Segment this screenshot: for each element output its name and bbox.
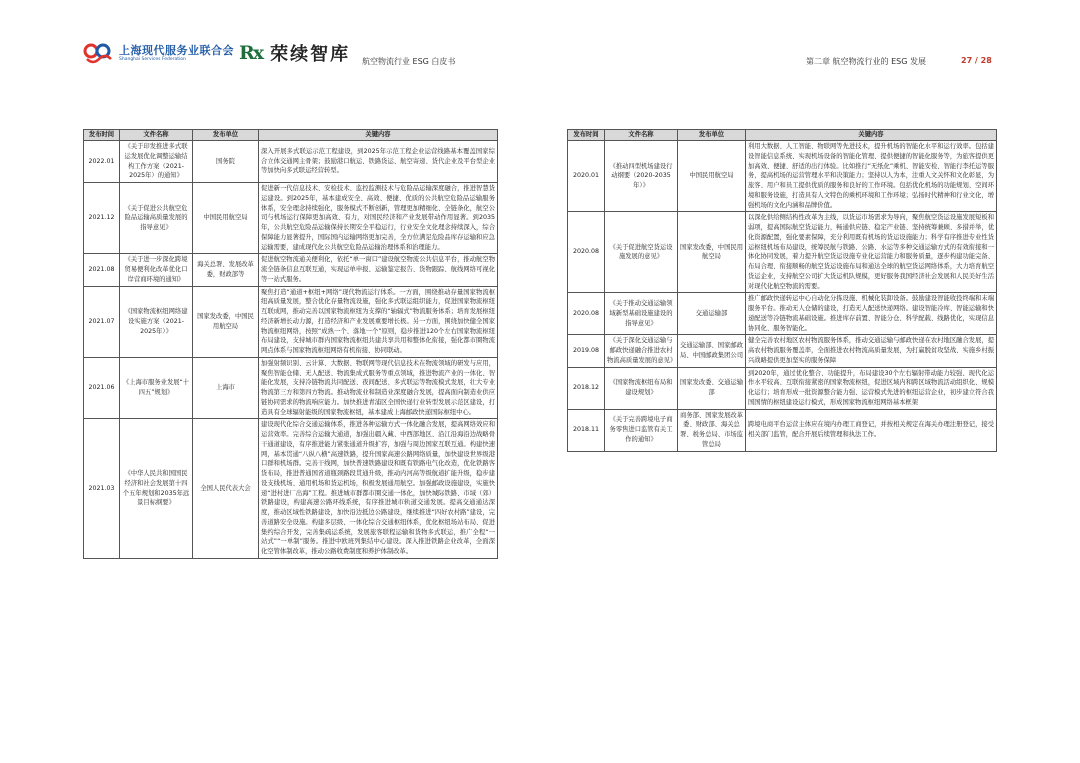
column-header-name: 文件名称	[120, 130, 193, 141]
cell-issuer: 中国民用航空局	[678, 141, 746, 212]
cell-date: 2018.12	[568, 367, 605, 409]
table-header-row	[568, 130, 997, 141]
cell-key-content: 聚焦打造“通道+枢纽+网络”现代物流运行体系。一方面，围绕推动存量国家物流枢纽高质量发展，整合优化存量物流设施，强化多式联运组织能力，促进国家物流枢纽互联成网，推动完善以国家物流枢纽为支撑的“轴辐式”物流服务体系；培育发展枢纽经济新增长动力源，打造经济和产业发展重要增长极。另一方面，围绕加快健全国家物流枢纽网络，按照“成熟一个、落地一个”原则，稳步推进120个左右国家物流枢纽布局建设，支持城市群内国家物流枢纽共建共享共用和整体化衔接，强化都市圈物流网点体系与国家物流枢纽网络有机衔接、协同联动。	[259, 286, 498, 357]
column-header-issuer: 发布单位	[678, 130, 746, 141]
cell-key-content: 深入开展多式联运示范工程建设，到2025年示范工程企业运营线路基本覆盖国家综合立体交通网主骨架；鼓励港口航运、铁路货运、航空寄递、货代企业及平台型企业等加快向多式联运经营转型。	[259, 141, 498, 183]
cell-document-name: 《推动四型机场建设行动纲要（2020-2035年）》	[605, 141, 678, 212]
cell-date: 2020.01	[568, 141, 605, 212]
policy-table-left	[83, 129, 498, 559]
cell-key-content: 利用大数据、人工智能、物联网等先进技术，提升机场的智能化水平和运行效率。包括建设智能信息系统、实现机场设备的智能化管理、提供便捷的智能化服务等，为旅客提供更加高效、便捷、舒适的出行体验。比如推行“无纸化”乘机、智能安检、智能行李托运等服务，提高机场的运营管理水平和决策能力；坚持以人为本，注重人文关怀和文化彰显，为旅客、用户和员工提供优质的服务和良好的工作环境。包括优化机场的功能规划、空间环境和服务设施，打造具有人文特色的乘机环境和工作环境；弘扬时代精神和行业文化，增强机场的文化内涵和品牌价值。	[746, 141, 997, 212]
cell-key-content: 促进航空物流通关便利化，依托“单一窗口”建设航空物流公共信息平台，推动航空物流全链条信息互联互通，实现运单申报、运输鉴定报告、货物跟踪、航线网络可视化等一站式服务。	[259, 254, 498, 286]
cell-document-name: 《关于推动交通运输领域新型基础设施建设的指导意见》	[605, 293, 678, 335]
table-row	[568, 367, 997, 409]
cell-document-name: 《关于深化交通运输与邮政快递融合推进农村物流高质量发展的意见》	[605, 335, 678, 367]
page-header	[0, 0, 1080, 80]
brand-name: 荣续智库	[270, 44, 351, 65]
table-row	[84, 357, 498, 419]
table-row	[568, 212, 997, 293]
cell-document-name: 《国家物流枢纽布局和建设规划》	[605, 367, 678, 409]
table-row	[84, 286, 498, 357]
column-header-date: 发布时间	[568, 130, 605, 141]
doc-title: 航空物流行业 ESG 白皮书	[362, 57, 456, 66]
cell-document-name: 《关于印发推进多式联运发展优化调整运输结构工作方案（2021-2025年）的通知》	[120, 141, 193, 183]
cell-issuer: 国务院	[193, 141, 259, 183]
cell-key-content: 推广邮政快递转运中心自动化分拣设施、机械化装卸设备。鼓励建设智能收投终端和末端服务平台。推动无人仓储的建设，打造无人配送快递网络。建设智能冷库、智能运输和快递配送等冷链物流基础设施。推进库存前置、智能分仓、科学配载、线路优化，实现信息协同化、服务智能化。	[746, 293, 997, 335]
cell-issuer: 商务部、国家发展改革委、财政部、海关总署、税务总局、市场监管总局	[678, 409, 746, 451]
cell-date: 2020.08	[568, 212, 605, 293]
column-header-content: 关键内容	[259, 130, 498, 141]
table-header-row	[84, 130, 498, 141]
cell-key-content: 加强射频识别、云计算、大数据、物联网等现代信息技术在物流领域的研发与应用，聚焦智能仓储、无人配送、物流集成式服务等重点领域，推进物流产业的一体化、智能化发展，支持冷链物流共同配送、夜间配送、多式联运等物流模式发展，壮大专业物流第三方和第四方物流。推动物流业和制造业深度融合发展，提高面向制造业供应链协同需求的物流响应能力。加快推进青浦区全国快递行业转型发展示范区建设，打造具有全球辐射能级的国家物流枢纽，基本建成上海邮政快递国际枢纽中心。	[259, 357, 498, 419]
cell-date: 2022.01	[84, 141, 120, 183]
ssf-logo-icon	[83, 43, 113, 65]
cell-key-content: 到2020年，通过优化整合、功能提升，布局建设30个左右辐射带动能力较强、现代化运作水平较高、互联衔接紧密的国家物流枢纽，促进区域内和跨区域物流活动组织化、规模化运行；培育形成一批资源整合能力强、运营模式先进的枢纽运营企业，初步建立符合我国国情的枢纽建设运行模式，形成国家物流枢纽网络基本框架	[746, 367, 997, 409]
cell-issuer: 中国民用航空局	[193, 183, 259, 254]
cell-document-name: 《关于促进公共航空危险品运输高质量发展的指导意见》	[120, 183, 193, 254]
chapter-title: 第二章 航空物流行业的 ESG 发展	[806, 57, 926, 66]
cell-issuer: 交通运输部	[678, 293, 746, 335]
table-row	[84, 254, 498, 286]
cell-issuer: 国家发改委，中国民用航空局	[678, 212, 746, 293]
cell-document-name: 《关于进一步深化跨境贸易便利化改革优化口岸营商环境的通知》	[120, 254, 193, 286]
table-row	[84, 419, 498, 559]
cell-issuer: 海关总署、发展改革委，财政部等	[193, 254, 259, 286]
column-header-content: 关键内容	[746, 130, 997, 141]
cell-document-name: 《关于完善跨境电子商务零售进口监管有关工作的通知》	[605, 409, 678, 451]
cell-issuer: 交通运输部、国家邮政局、中国邮政集团公司	[678, 335, 746, 367]
table-row	[84, 141, 498, 183]
cell-key-content: 建设现代化综合交通运输体系，推进各种运输方式一体化融合发展，提高网络效应和运营效率。完善综合运输大通道，加强出疆入藏、中西部地区、沿江沿海沿边战略骨干通道建设，有序推进能力紧张通道升级扩容，加强与周边国家互联互通。构建快速网，基本贯通“八纵八横”高速铁路，提升国家高速公路网络质量，加快建设世界级港口群和机场群。完善干线网，加快普速铁路建设和既有铁路电气化改造，优化铁路客货布局，推进普通国省道瓶颈路段贯通升级，推动内河高等级航道扩能升级，稳步建设支线机场、通用机场和货运机场，积极发展通用航空。加强邮政设施建设，实施快递“进村进厂出海”工程。推进城市群都市圈交通一体化，加快城际铁路、市域（郊）铁路建设，构建高速公路环线系统，有序推进城市轨道交通发展。提高交通通达深度，推动区域性铁路建设，加快沿边抵边公路建设，继续推进“四好农村路”建设，完善道路安全设施。构建多层级、一体化综合交通枢纽体系，优化枢纽场站布局、促进集约综合开发，完善集疏运系统，发展旅客联程运输和货物多式联运，推广全程“一站式”“一单制”服务。推进中欧班列集结中心建设。深入推进铁路企业改革，全面深化空管体制改革，推动公路收费制度和养护体制改革。	[259, 419, 498, 559]
table-row	[568, 141, 997, 212]
cell-document-name: 《中华人民共和国国民经济和社会发展第十四个五年规划和2035年远景目标纲要》	[120, 419, 193, 559]
cell-key-content: 跨境电商平台运营主体应在境内办理工商登记，并按相关规定在海关办理注册登记，接受相关部门监管，配合开展后续管理和执法工作。	[746, 409, 997, 451]
cell-date: 2018.11	[568, 409, 605, 451]
cell-date: 2021.12	[84, 183, 120, 254]
cell-key-content: 促进新一代信息技术、安检技术、监控监测技术与危险品运输深度融合，推进智慧货运建设。到2025年，基本建成安全、高效、便捷、优质的公共航空危险品运输服务体系，安全理念持续强化，服务模式不断创新，管理更加精细化、全链条化，航空公司与机场运行保障更加高效、有力，对国民经济和产业发展带动作用显著。到2035年，公共航空危险品运输保持长期安全平稳运行，行业安全文化理念持续深入，综合保障能力显著提升，国际国内运输网络更加完善，全方位满足危险品库存运输和应急运输需要，建成现代化公共航空危险品运输治理体系和治理能力。	[259, 183, 498, 254]
cell-document-name: 《国家物流枢纽网络建设实施方案（2021-2025年）》	[120, 286, 193, 357]
page-number: 27 / 28	[961, 56, 992, 65]
cell-issuer: 全国人民代表大会	[193, 419, 259, 559]
table-row	[568, 293, 997, 335]
cell-date: 2021.06	[84, 357, 120, 419]
table-row	[568, 335, 997, 367]
cell-document-name: 《上海市服务业发展“十四五”规划》	[120, 357, 193, 419]
cell-document-name: 《关于促进航空货运设施发展的意见》	[605, 212, 678, 293]
column-header-issuer: 发布单位	[193, 130, 259, 141]
column-header-date: 发布时间	[84, 130, 120, 141]
cell-key-content: 以深化供给侧结构性改革为主线，以货运市场需求为导向，聚焦航空货运设施发展短板和弱项，提高国际航空货运能力，畅通供应链、稳定产业链、坚持统筹兼顾、多措并举，优化资源配置，强化要素保障，充分利用既有机场的货运设施能力；科学有序推进专业性货运枢纽机场布局建设，统筹民航与铁路、公路、水运等多种交通运输方式的有效衔接和一体化协同发展，着力提升航空货运设施专业化运营能力和服务质量，逐步构建功能完备、布局合理、衔接顺畅的航空货运设施布局和通达全球的航空货运网络体系，大力培育航空货运企业，支持航空公司扩大货运机队规模，更好服务我国经济社会发展和人民美好生活对现代化航空物流的需要。	[746, 212, 997, 293]
table-row	[568, 409, 997, 451]
cell-date: 2020.08	[568, 293, 605, 335]
policy-table-right	[567, 129, 997, 452]
org-name-cn: 上海现代服务业联合会	[119, 44, 234, 58]
cell-issuer: 上海市	[193, 357, 259, 419]
cell-date: 2021.07	[84, 286, 120, 357]
cell-date: 2021.08	[84, 254, 120, 286]
org-name-en: Shanghai Services Federation	[119, 57, 186, 63]
cell-issuer: 国家发改委、交通运输部	[678, 367, 746, 409]
cell-date: 2021.03	[84, 419, 120, 559]
ssf-logo	[83, 40, 234, 68]
cell-key-content: 健全完善农村地区农村物流服务体系，推动交通运输与邮政快递在农村地区融合发展，提高农村物流服务覆盖率，全面推进农村物流高质量发展，为打赢脱贫攻坚战、实施乡村振兴战略提供更加坚实的服务保障	[746, 335, 997, 367]
rx-logo-icon: Rx	[239, 42, 263, 64]
column-header-name: 文件名称	[605, 130, 678, 141]
table-row	[84, 183, 498, 254]
cell-date: 2019.08	[568, 335, 605, 367]
rx-logo	[239, 40, 350, 66]
cell-issuer: 国家发改委，中国民用航空局	[193, 286, 259, 357]
